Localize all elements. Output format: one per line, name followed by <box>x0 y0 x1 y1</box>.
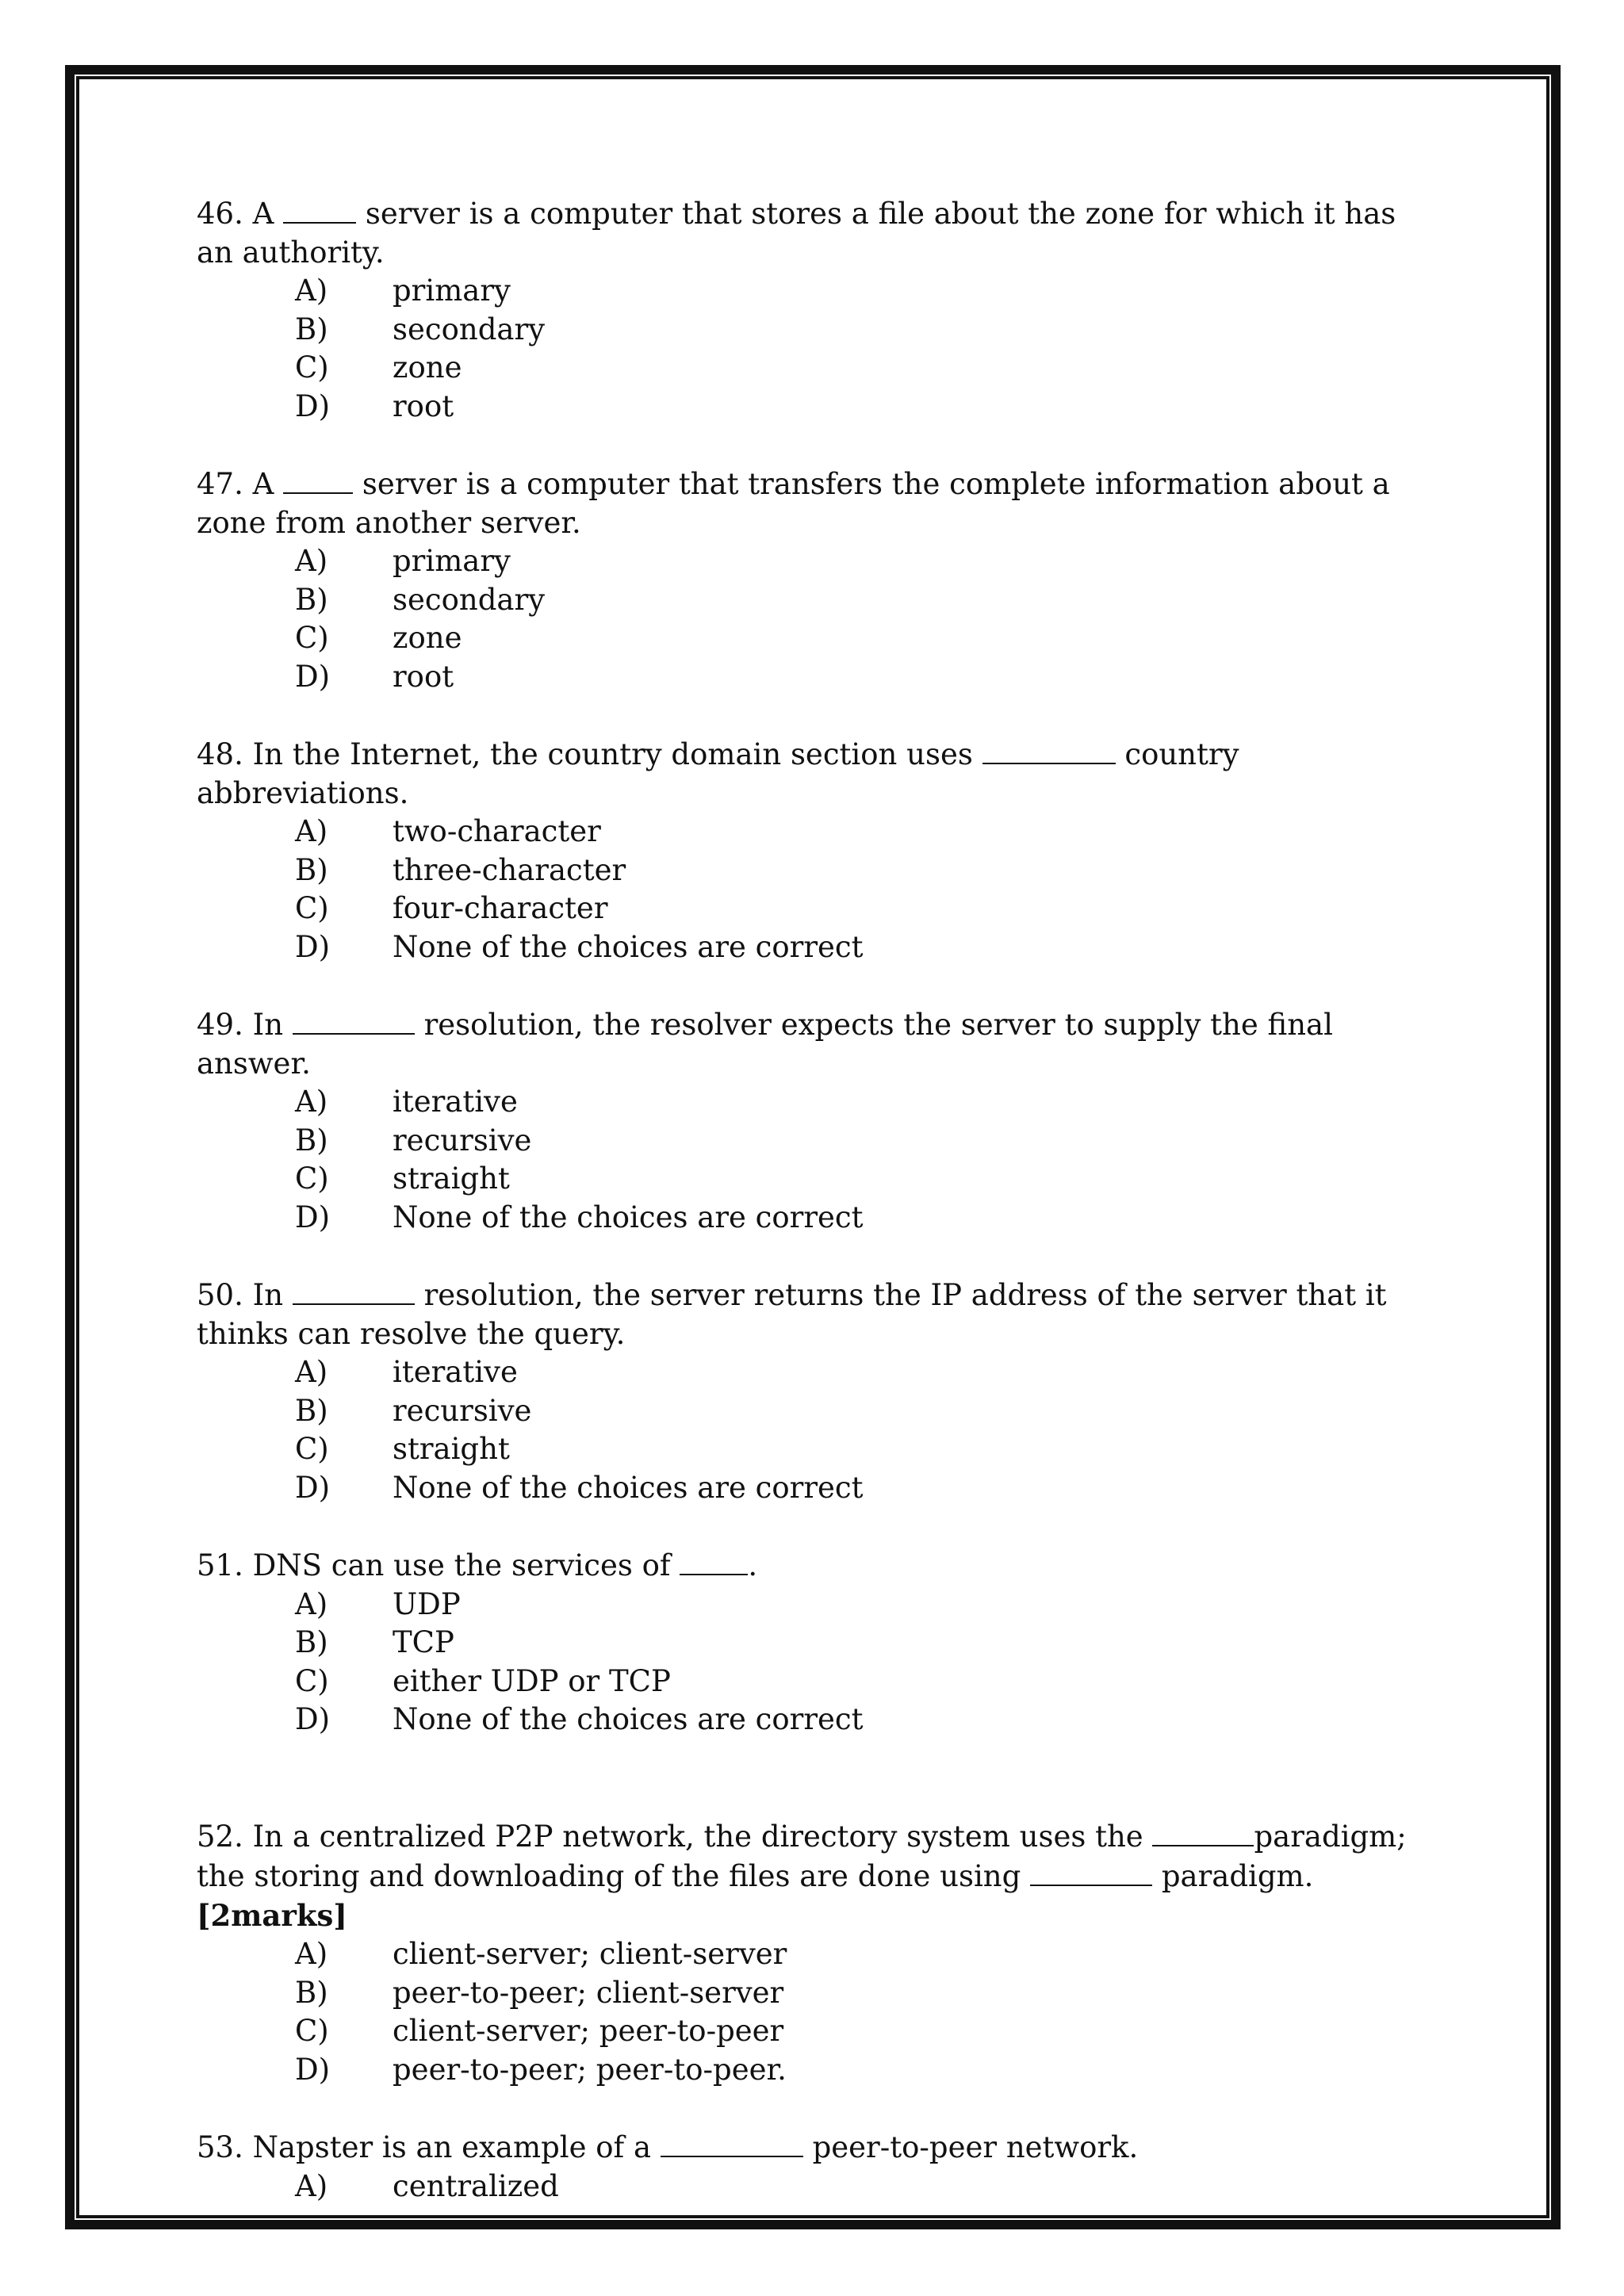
option-text: straight <box>393 1161 510 1196</box>
option-text: either UDP or TCP <box>393 1663 671 1698</box>
question-number: 49. <box>197 1008 243 1042</box>
option-c <box>295 2012 1434 2051</box>
option-list <box>197 542 1434 696</box>
question-tail-text: resolution, the server returns the IP address of the server that it thinks can resolve the query. <box>197 1278 1387 1351</box>
option-text: recursive <box>393 1393 532 1428</box>
option-text: three-character <box>393 852 626 887</box>
question-tail-text: peer-to-peer network. <box>812 2130 1139 2164</box>
option-d <box>295 1469 1434 1508</box>
option-letter: C) <box>295 1663 329 1698</box>
option-text: zone <box>393 350 462 385</box>
option-text: centralized <box>393 2168 559 2203</box>
question-51 <box>197 1545 1434 1739</box>
question-lead-text: A <box>252 467 274 501</box>
question-text <box>197 193 1434 272</box>
option-letter: C) <box>295 350 329 385</box>
option-letter: C) <box>295 891 329 925</box>
option-a <box>295 1586 1434 1624</box>
option-a <box>295 542 1434 581</box>
option-text: primary <box>393 274 511 308</box>
option-d <box>295 388 1434 427</box>
answer-blank <box>293 1275 415 1305</box>
question-47 <box>197 464 1434 696</box>
question-lead-text: A <box>252 197 274 231</box>
option-letter: A) <box>295 1937 328 1971</box>
answer-blank <box>293 1004 415 1035</box>
option-letter: A) <box>295 1586 328 1621</box>
question-tail-text: country abbreviations. <box>197 737 1239 810</box>
option-letter: A) <box>295 1355 328 1389</box>
answer-blank <box>680 1545 748 1575</box>
option-text: peer-to-peer; client-server <box>393 1975 784 2010</box>
option-b <box>295 1974 1434 2013</box>
option-letter: C) <box>295 2014 329 2048</box>
option-c <box>295 619 1434 658</box>
option-b <box>295 1624 1434 1663</box>
option-text: secondary <box>393 582 546 617</box>
option-text: None of the choices are correct <box>393 1470 864 1505</box>
question-lead-text: In a centralized P2P network, the directory system uses the <box>252 1819 1143 1854</box>
option-text: root <box>393 388 454 423</box>
answer-blank <box>982 734 1116 764</box>
option-text: four-character <box>393 891 608 925</box>
question-number: 51. <box>197 1548 243 1582</box>
option-text: None of the choices are correct <box>393 1702 864 1736</box>
option-text: recursive <box>393 1123 532 1158</box>
option-a <box>295 1353 1434 1392</box>
option-text: peer-to-peer; peer-to-peer. <box>393 2052 787 2087</box>
question-number: 53. <box>197 2130 243 2164</box>
option-letter: B) <box>295 582 328 617</box>
option-text: iterative <box>393 1085 518 1119</box>
option-letter: C) <box>295 621 329 655</box>
option-list <box>197 1586 1434 1739</box>
option-list <box>197 272 1434 426</box>
option-letter: B) <box>295 312 328 346</box>
option-text: root <box>393 659 454 694</box>
option-b <box>295 311 1434 350</box>
option-text: client-server; peer-to-peer <box>393 2014 784 2048</box>
option-text: straight <box>393 1432 510 1466</box>
option-letter: D) <box>295 2052 331 2087</box>
option-c <box>295 1663 1434 1701</box>
question-text <box>197 734 1434 813</box>
question-tail-text: resolution, the resolver expects the server to supply the final answer. <box>197 1008 1333 1081</box>
option-c <box>295 349 1434 388</box>
question-lead-text: Napster is an example of a <box>252 2130 652 2164</box>
option-c <box>295 1430 1434 1469</box>
option-list <box>197 1935 1434 2089</box>
option-text: iterative <box>393 1355 518 1389</box>
question-52 <box>197 1816 1434 2090</box>
option-text: client-server; client-server <box>393 1937 787 1971</box>
option-list <box>197 813 1434 966</box>
option-d <box>295 928 1434 967</box>
question-50 <box>197 1275 1434 1507</box>
question-lead-text: DNS can use the services of <box>252 1548 671 1582</box>
option-letter: D) <box>295 388 331 423</box>
option-text: secondary <box>393 312 546 346</box>
question-48 <box>197 734 1434 966</box>
answer-blank <box>1030 1856 1152 1886</box>
option-d <box>295 2051 1434 2090</box>
option-a <box>295 2168 1434 2206</box>
option-letter: D) <box>295 659 331 694</box>
option-b <box>295 851 1434 890</box>
option-letter: D) <box>295 929 331 964</box>
option-d <box>295 658 1434 697</box>
option-letter: A) <box>295 2168 328 2203</box>
option-d <box>295 1701 1434 1739</box>
option-letter: A) <box>295 814 328 848</box>
question-tail-text: . <box>748 1548 758 1582</box>
option-letter: B) <box>295 1975 328 2010</box>
option-a <box>295 813 1434 851</box>
question-text <box>197 1004 1434 1083</box>
option-b <box>295 1122 1434 1161</box>
question-tail-text: server is a computer that transfers the complete information about a zone from another server. <box>197 467 1390 540</box>
option-letter: C) <box>295 1161 329 1196</box>
option-text: None of the choices are correct <box>393 929 864 964</box>
option-text: primary <box>393 544 511 578</box>
answer-blank <box>661 2127 803 2157</box>
question-46 <box>197 193 1434 426</box>
option-a <box>295 272 1434 311</box>
question-lead-text: In the Internet, the country domain section uses <box>252 737 973 771</box>
question-number: 52. <box>197 1819 243 1854</box>
option-text: UDP <box>393 1586 461 1621</box>
option-text: TCP <box>393 1625 454 1659</box>
option-list <box>197 2168 1434 2206</box>
option-letter: A) <box>295 274 328 308</box>
question-text <box>197 1275 1434 1353</box>
option-letter: B) <box>295 852 328 887</box>
question-53 <box>197 2127 1434 2206</box>
option-letter: D) <box>295 1470 331 1505</box>
question-lead-text: In <box>252 1008 284 1042</box>
option-letter: A) <box>295 1085 328 1119</box>
marks-label: [2marks] <box>197 1897 347 1933</box>
question-49 <box>197 1004 1434 1237</box>
option-list <box>197 1083 1434 1237</box>
question-tail-text: paradigm. <box>1161 1859 1314 1893</box>
option-text: zone <box>393 621 462 655</box>
option-text: None of the choices are correct <box>393 1200 864 1234</box>
question-number: 48. <box>197 737 243 771</box>
option-text: two-character <box>393 814 601 848</box>
option-a <box>295 1935 1434 1974</box>
answer-blank <box>283 464 353 494</box>
question-number: 46. <box>197 197 243 231</box>
question-text <box>197 1545 1434 1586</box>
option-letter: B) <box>295 1625 328 1659</box>
answer-blank <box>1152 1816 1254 1846</box>
answer-blank <box>283 193 356 224</box>
question-text <box>197 1816 1434 1936</box>
option-b <box>295 581 1434 620</box>
option-a <box>295 1083 1434 1122</box>
question-text <box>197 464 1434 542</box>
option-letter: B) <box>295 1393 328 1428</box>
option-letter: D) <box>295 1702 331 1736</box>
option-letter: A) <box>295 544 328 578</box>
quiz-content <box>197 193 1434 2244</box>
question-number: 47. <box>197 467 243 501</box>
question-middle-text: paradigm; the storing and downloading of the files are done using <box>197 1819 1407 1893</box>
option-c <box>295 1160 1434 1199</box>
option-letter: C) <box>295 1432 329 1466</box>
option-list <box>197 1353 1434 1507</box>
question-lead-text: In <box>252 1278 284 1312</box>
option-letter: B) <box>295 1123 328 1158</box>
option-d <box>295 1199 1434 1238</box>
question-number: 50. <box>197 1278 243 1312</box>
question-text <box>197 2127 1434 2168</box>
option-b <box>295 1392 1434 1431</box>
option-letter: D) <box>295 1200 331 1234</box>
question-tail-text: server is a computer that stores a file about the zone for which it has an authority. <box>197 197 1396 270</box>
option-c <box>295 890 1434 928</box>
